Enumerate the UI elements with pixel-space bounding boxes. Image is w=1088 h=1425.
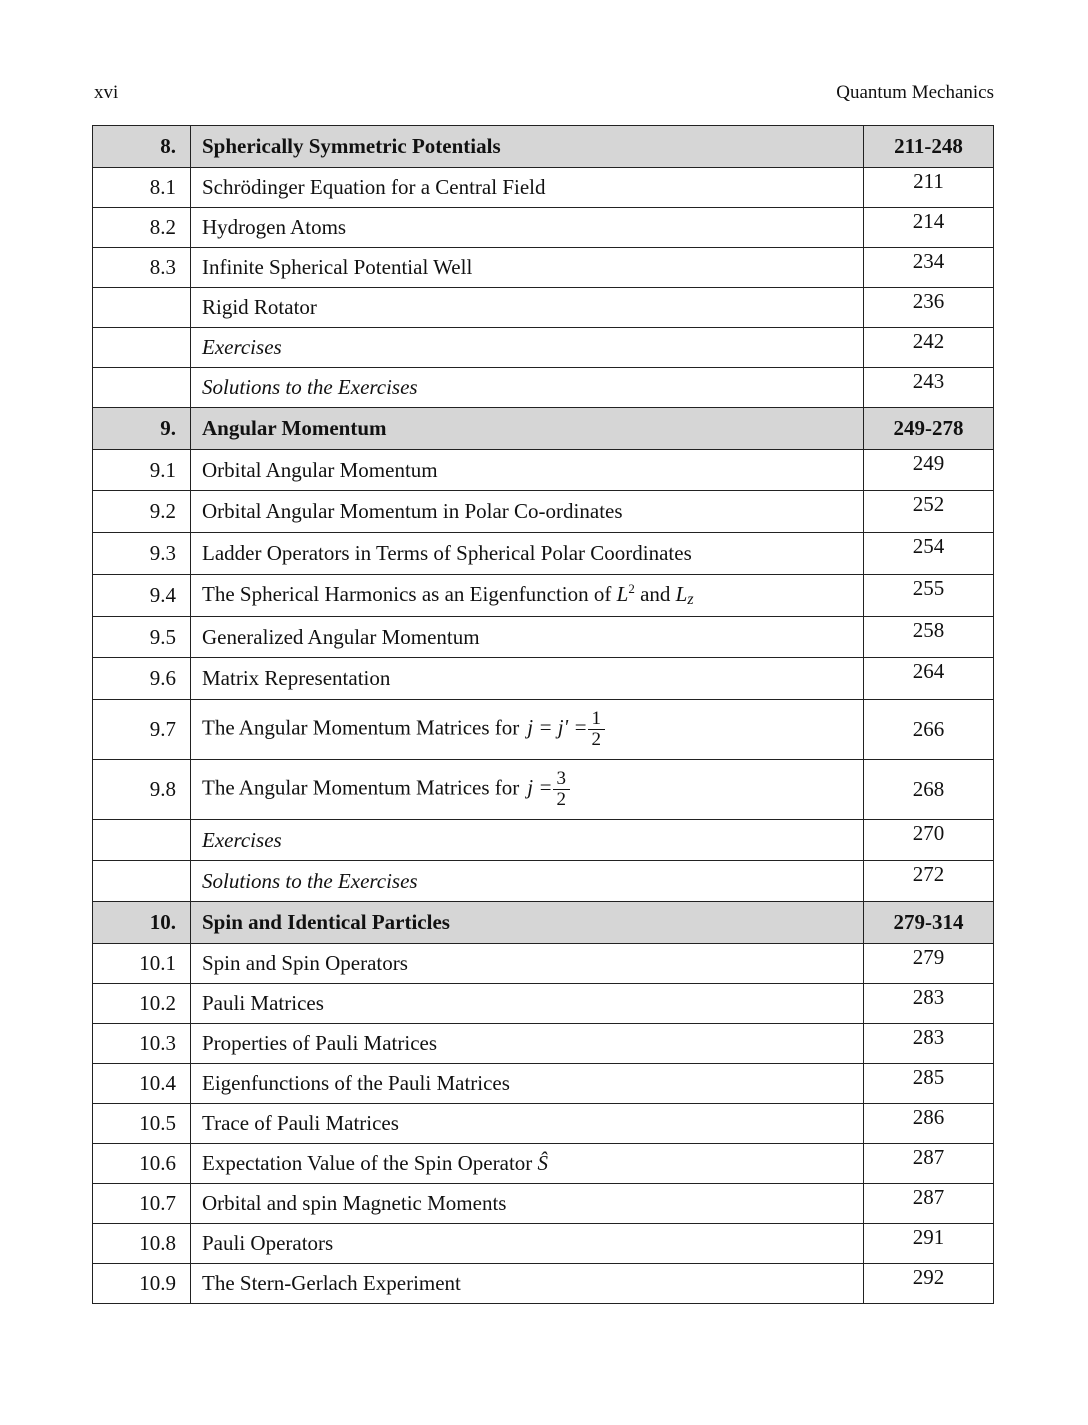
section-number	[93, 368, 191, 408]
section-title[interactable]: Trace of Pauli Matrices	[191, 1104, 864, 1144]
section-title-text: Expectation Value of the Spin Operator	[202, 1151, 533, 1175]
section-number: 10.2	[93, 984, 191, 1024]
chapter-number: 9.	[93, 408, 191, 450]
chapter-row-8	[93, 126, 994, 168]
toc-row	[93, 328, 994, 368]
section-title[interactable]: Properties of Pauli Matrices	[191, 1024, 864, 1064]
section-page: 252	[864, 491, 994, 533]
chapter-number: 10.	[93, 902, 191, 944]
section-number: 10.6	[93, 1144, 191, 1184]
section-title[interactable]: Eigenfunctions of the Pauli Matrices	[191, 1064, 864, 1104]
chapter-page-range: 249-278	[864, 408, 994, 450]
section-title[interactable]: Matrix Representation	[191, 658, 864, 700]
chapter-page-range: 279-314	[864, 902, 994, 944]
section-page: 272	[864, 861, 994, 902]
chapter-title[interactable]: Spherically Symmetric Potentials	[191, 126, 864, 168]
section-page: 291	[864, 1224, 994, 1264]
section-page: 249	[864, 450, 994, 491]
section-page: 211	[864, 168, 994, 208]
math-expression: j = j' =	[527, 715, 588, 740]
toc-row	[93, 208, 994, 248]
section-page: 266	[864, 700, 994, 760]
section-page: 279	[864, 944, 994, 984]
section-page: 264	[864, 658, 994, 700]
page-number-label: xvi	[94, 82, 119, 103]
chapter-row-10	[93, 902, 994, 944]
section-number: 9.6	[93, 658, 191, 700]
section-number	[93, 288, 191, 328]
toc-row	[93, 1104, 994, 1144]
math-L: L	[616, 582, 629, 606]
math-fraction	[590, 709, 604, 750]
table-of-contents	[92, 125, 994, 1304]
section-number	[93, 861, 191, 902]
chapter-title[interactable]: Angular Momentum	[191, 408, 864, 450]
solutions-title[interactable]: Solutions to the Exercises	[191, 861, 864, 902]
section-title[interactable]: Orbital and spin Magnetic Moments	[191, 1184, 864, 1224]
fraction-denominator: 2	[556, 789, 567, 810]
section-number: 9.4	[93, 575, 191, 617]
section-page: 270	[864, 820, 994, 861]
section-number: 10.7	[93, 1184, 191, 1224]
section-number: 8.1	[93, 168, 191, 208]
toc-row	[93, 1184, 994, 1224]
section-title[interactable]: Orbital Angular Momentum	[191, 450, 864, 491]
section-page: 287	[864, 1144, 994, 1184]
section-number: 9.2	[93, 491, 191, 533]
toc-row	[93, 1144, 994, 1184]
section-number: 9.3	[93, 533, 191, 575]
math-superscript: 2	[628, 581, 635, 596]
section-number: 10.3	[93, 1024, 191, 1064]
section-number: 9.1	[93, 450, 191, 491]
section-number: 8.2	[93, 208, 191, 248]
chapter-page-range: 211-248	[864, 126, 994, 168]
section-number: 10.4	[93, 1064, 191, 1104]
section-page: 234	[864, 248, 994, 288]
section-number: 9.5	[93, 617, 191, 658]
section-page: 268	[864, 760, 994, 820]
section-page: 283	[864, 984, 994, 1024]
section-number: 8.3	[93, 248, 191, 288]
section-page: 292	[864, 1264, 994, 1304]
toc-row	[93, 760, 994, 820]
section-title[interactable]: Schrödinger Equation for a Central Field	[191, 168, 864, 208]
section-page: 287	[864, 1184, 994, 1224]
section-title[interactable]: Rigid Rotator	[191, 288, 864, 328]
section-number	[93, 328, 191, 368]
section-page: 243	[864, 368, 994, 408]
section-number: 10.8	[93, 1224, 191, 1264]
math-Lz: L	[675, 582, 688, 606]
fraction-numerator: 3	[556, 768, 567, 790]
toc-row	[93, 368, 994, 408]
chapter-row-9	[93, 408, 994, 450]
solutions-title[interactable]: Solutions to the Exercises	[191, 368, 864, 408]
math-subscript: z	[687, 591, 694, 608]
section-page: 236	[864, 288, 994, 328]
section-title[interactable]: Hydrogen Atoms	[191, 208, 864, 248]
toc-row	[93, 1224, 994, 1264]
section-title[interactable]: Infinite Spherical Potential Well	[191, 248, 864, 288]
chapter-title[interactable]: Spin and Identical Particles	[191, 902, 864, 944]
section-number: 9.7	[93, 700, 191, 760]
toc-row	[93, 700, 994, 760]
section-page: 214	[864, 208, 994, 248]
section-number	[93, 820, 191, 861]
section-title[interactable]	[191, 575, 864, 617]
toc-row	[93, 944, 994, 984]
toc-row	[93, 820, 994, 861]
toc-row	[93, 617, 994, 658]
section-title[interactable]: Pauli Operators	[191, 1224, 864, 1264]
toc-row	[93, 533, 994, 575]
section-page: 285	[864, 1064, 994, 1104]
section-page: 255	[864, 575, 994, 617]
section-page: 258	[864, 617, 994, 658]
section-title[interactable]: Generalized Angular Momentum	[191, 617, 864, 658]
section-title[interactable]	[191, 1144, 864, 1184]
fraction-denominator: 2	[591, 729, 602, 750]
math-spin-operator: Ŝ	[537, 1151, 549, 1175]
toc-row	[93, 288, 994, 328]
toc-row	[93, 1064, 994, 1104]
toc-row	[93, 450, 994, 491]
section-title[interactable]	[191, 760, 864, 820]
section-number: 10.1	[93, 944, 191, 984]
toc-row	[93, 984, 994, 1024]
toc-row	[93, 168, 994, 208]
section-page: 242	[864, 328, 994, 368]
section-number: 10.9	[93, 1264, 191, 1304]
running-header-title: Quantum Mechanics	[836, 82, 994, 103]
toc-row	[93, 1024, 994, 1064]
math-expression: j =	[527, 775, 553, 800]
chapter-number: 8.	[93, 126, 191, 168]
section-title-and: and	[634, 582, 676, 606]
exercises-title[interactable]: Exercises	[191, 820, 864, 861]
math-fraction	[555, 769, 569, 810]
toc-row	[93, 1264, 994, 1304]
fraction-numerator: 1	[591, 708, 602, 730]
exercises-title[interactable]: Exercises	[191, 328, 864, 368]
section-title-text: The Angular Momentum Matrices for	[202, 775, 520, 800]
section-page: 283	[864, 1024, 994, 1064]
section-title-text: The Spherical Harmonics as an Eigenfunction of	[202, 582, 617, 606]
toc-row	[93, 248, 994, 288]
toc-row	[93, 575, 994, 617]
section-title[interactable]: Orbital Angular Momentum in Polar Co-ordinates	[191, 491, 864, 533]
section-title[interactable]: Pauli Matrices	[191, 984, 864, 1024]
section-page: 286	[864, 1104, 994, 1144]
section-number: 10.5	[93, 1104, 191, 1144]
section-number: 9.8	[93, 760, 191, 820]
section-page: 254	[864, 533, 994, 575]
section-title[interactable]: Spin and Spin Operators	[191, 944, 864, 984]
section-title-text: The Angular Momentum Matrices for	[202, 715, 520, 740]
toc-row	[93, 658, 994, 700]
section-title[interactable]	[191, 700, 864, 760]
section-title[interactable]: The Stern-Gerlach Experiment	[191, 1264, 864, 1304]
section-title[interactable]: Ladder Operators in Terms of Spherical Polar Coordinates	[191, 533, 864, 575]
toc-row	[93, 491, 994, 533]
toc-row	[93, 861, 994, 902]
